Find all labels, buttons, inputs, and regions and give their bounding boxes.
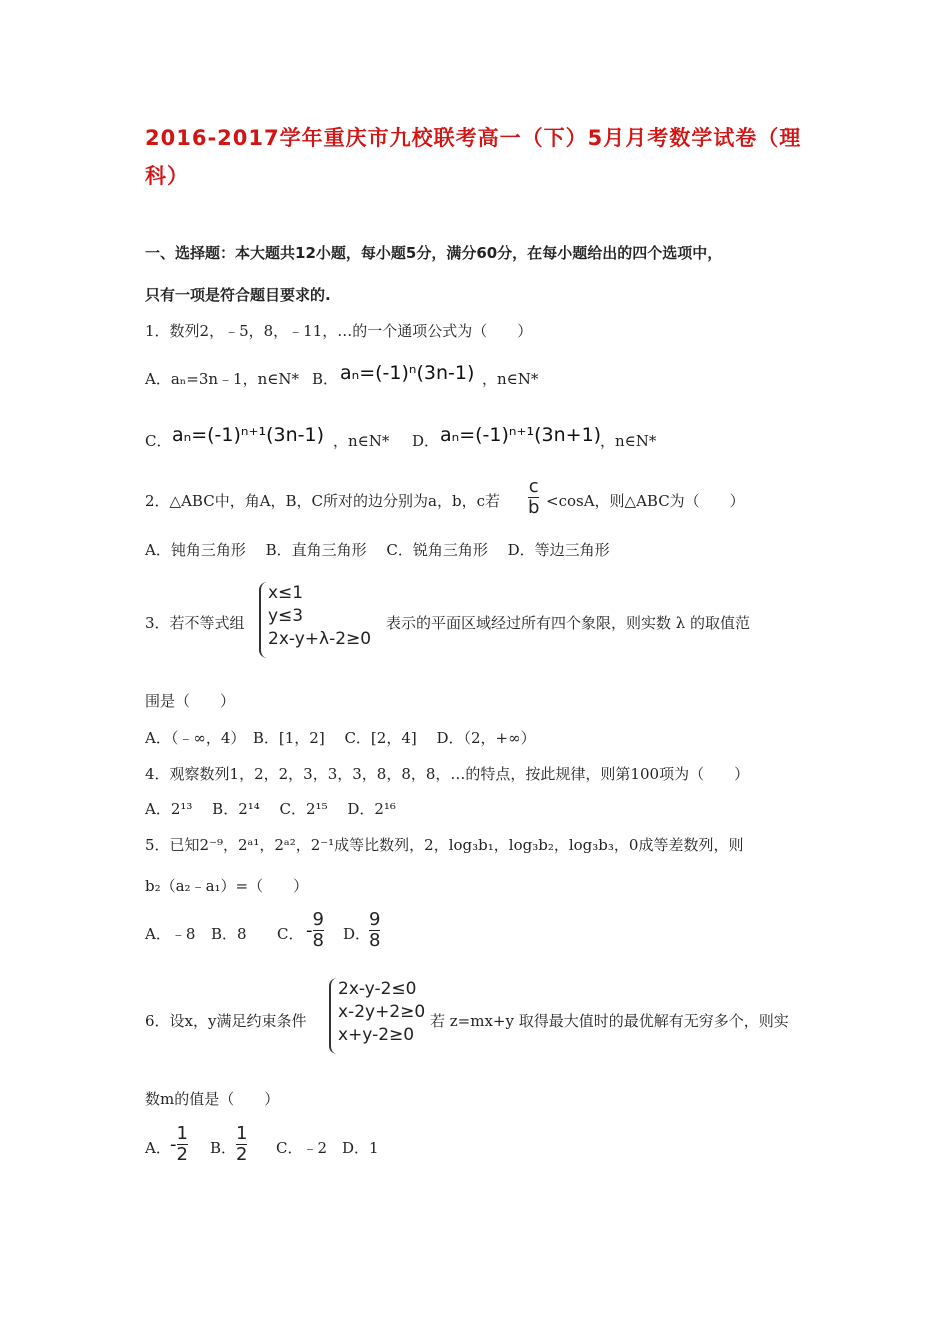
q3-inequality-system	[268, 582, 371, 651]
page-title-line-2: 科）	[145, 164, 189, 188]
q5-option-d-fraction	[369, 910, 380, 951]
q6-constraint-system	[338, 978, 425, 1047]
q5-option-c-denominator: 8	[312, 930, 324, 951]
q5-stem-line-2: b₂（a₂﹣a₁）=（ ）	[145, 877, 309, 895]
q6-option-a-fraction	[170, 1124, 188, 1165]
q1-option-b-domain: ，n∈N*	[482, 370, 539, 388]
q1-option-b-formula: aₙ=(-1)ⁿ(3n-1)	[340, 362, 475, 384]
q6-option-b-fraction	[236, 1124, 247, 1165]
q3-stem-head: 3．若不等式组	[145, 614, 245, 632]
q3-inequality-2: y≤3	[268, 606, 304, 626]
q6-stem-tail: 若 z=mx+y 取得最大值时的最优解有无穷多个，则实	[430, 1012, 789, 1030]
q5-option-c-fraction	[306, 910, 324, 951]
q5-option-b: B．8	[211, 925, 247, 943]
q6-option-a-label: A．	[145, 1139, 171, 1157]
q4-stem: 4．观察数列1，2，2，3，3，3，8，8，8，…的特点，按此规律，则第100项为（ ）	[145, 765, 750, 783]
q6-constraint-2: x-2y+2≥0	[338, 1002, 426, 1022]
q2-fraction	[528, 477, 539, 518]
section-header-line-2: 只有一项是符合题目要求的.	[145, 286, 331, 304]
q6-options-rest: C．﹣2 D．1	[276, 1139, 379, 1157]
q6-option-b-numerator: 1	[236, 1123, 248, 1144]
q1-option-d-formula: aₙ=(-1)ⁿ⁺¹(3n+1)	[440, 424, 602, 446]
q5-option-a: A．﹣8	[145, 925, 196, 943]
q3-stem-tail: 表示的平面区域经过所有四个象限，则实数 λ 的取值范	[386, 614, 751, 632]
q3-inequality-1: x≤1	[268, 583, 304, 603]
q1-stem: 1．数列2，﹣5，8，﹣11，…的一个通项公式为（ ）	[145, 322, 533, 340]
q2-stem-head: 2．△ABC中，角A，B，C所对的边分别为a，b，c若	[145, 492, 500, 510]
q2-fraction-numerator: c	[528, 476, 539, 497]
q1-option-a: A．aₙ=3n﹣1，n∈N*	[145, 370, 299, 388]
q3-options: A．（﹣∞，4） B．[1，2] C．[2，4] D．（2，+∞）	[145, 729, 536, 747]
q3-inequality-3: 2x-y+λ-2≥0	[268, 629, 372, 649]
q6-option-b-denominator: 2	[236, 1144, 248, 1165]
q1-option-d-label: D．	[412, 432, 440, 450]
q2-stem-tail: <cosA，则△ABC为（ ）	[546, 492, 745, 510]
page-title-line-1: 2016-2017学年重庆市九校联考高一（下）5月月考数学试卷（理	[145, 126, 802, 150]
q5-option-c-numerator: 9	[312, 909, 324, 930]
q5-option-d-numerator: 9	[369, 909, 381, 930]
q5-option-c-label: C．	[277, 925, 304, 943]
q5-option-d-denominator: 8	[369, 930, 381, 951]
q1-option-c-domain: ，n∈N*	[333, 432, 390, 450]
q2-options: A．钝角三角形 B．直角三角形 C．锐角三角形 D．等边三角形	[145, 541, 610, 559]
q3-stem-line-2: 围是（ ）	[145, 692, 236, 710]
q6-stem-head: 6．设x，y满足约束条件	[145, 1012, 307, 1030]
q5-option-d-label: D．	[343, 925, 371, 943]
q1-option-c-label: C．	[145, 432, 172, 450]
section-header-line-1: 一、选择题：本大题共12小题，每小题5分，满分60分，在每小题给出的四个选项中，	[145, 244, 723, 262]
q6-option-a-sign: -	[170, 1134, 177, 1155]
q1-option-d-domain: ，n∈N*	[600, 432, 657, 450]
q6-constraint-1: 2x-y-2≤0	[338, 979, 417, 999]
q6-option-a-denominator: 2	[176, 1144, 188, 1165]
q1-option-c-formula: aₙ=(-1)ⁿ⁺¹(3n-1)	[172, 424, 325, 446]
q1-option-b-label: B．	[312, 370, 339, 388]
q5-stem: 5．已知2⁻⁹，2ᵃ¹，2ᵃ²，2⁻¹成等比数列，2，log₃b₁，log₃b₂，log₃b₃，0成等差数列，则	[145, 836, 744, 854]
q4-options: A．2¹³ B．2¹⁴ C．2¹⁵ D．2¹⁶	[145, 800, 396, 818]
q2-fraction-denominator: b	[528, 497, 540, 518]
q6-constraint-3: x+y-2≥0	[338, 1025, 415, 1045]
q6-option-a-numerator: 1	[176, 1123, 188, 1144]
q6-stem-line-2: 数m的值是（ ）	[145, 1090, 280, 1108]
q6-option-b-label: B．	[210, 1139, 237, 1157]
q5-option-c-sign: -	[306, 920, 313, 941]
